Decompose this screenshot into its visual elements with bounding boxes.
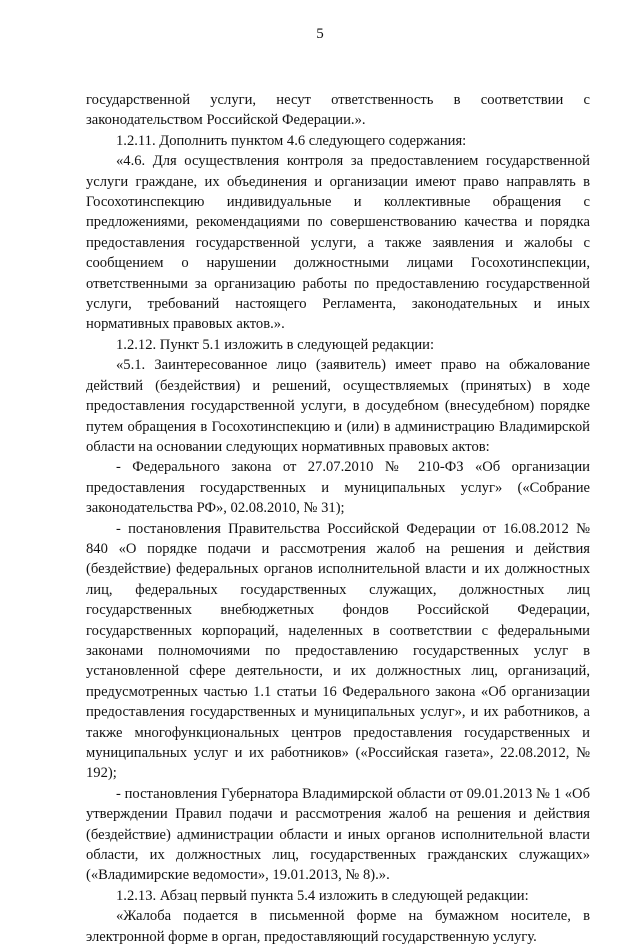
paragraph-item-1-2-13: 1.2.13. Абзац первый пункта 5.4 изложить в следующей редакции: xyxy=(116,887,529,904)
paragraph-item-1-2-11: 1.2.11. Дополнить пунктом 4.6 следующего содержания: xyxy=(116,132,467,149)
paragraph-item-1-2-12: 1.2.12. Пункт 5.1 изложить в следующей редакции: xyxy=(116,336,435,353)
paragraph-governor-decree: - постановления Губернатора Владимирской области от 09.01.2013 № 1 «Об утверждении Правил подачи и рассмотрения жалоб на решения и действия (бездействие) администрации области и иных органов исполнительной власти области, их должностных лиц, государственных гражданских служащих» («Владимирские ведомости», 19.01.2013, № 8).». xyxy=(86,785,590,884)
paragraph-government-decree: - постановления Правительства Российской Федерации от 16.08.2012 № 840 «О порядке подачи и рассмотрения жалоб на решения и действия (бездействие) федеральных органов исполнительной власти и их должностных лиц, федеральных государственных служащих, должностных лиц государственных внебюджетных фондов Российской Федерации, государственных корпораций, наделенных в соответствии с федеральными законами полномочиями по предоставлению государственных услуг в установленной сфере деятельности, и их должностных лиц, организаций, предусмотренных частью 1.1 статьи 16 Федерального закона «Об организации предоставления государственных и муниципальных услуг», и их работников, а также многофункциональных центров предоставления государственных и муниципальных услуг и их работников» («Российская газета», 22.08.2012, № 192); xyxy=(86,520,590,782)
paragraph-quote-5-1: «5.1. Заинтересованное лицо (заявитель) имеет право на обжалование действий (бездействия) и решений, осуществляемых (принятых) в ходе предоставления государственной услуги, в досудебном (внесудебном) порядке путем обращения в Госохотинспекцию и (или) в администрацию Владимирской области на основании следующих нормативных правовых актов: xyxy=(86,357,590,455)
paragraph-continuation: государственной услуги, несут ответственность в соответствии с законодательством Российской Федерации.». xyxy=(86,92,590,129)
paragraph-complaint-form: «Жалоба подается в письменной форме на бумажном носителе, в электронной форме в орган, предоставляющий государственную услугу. xyxy=(86,908,590,945)
page-number: 5 xyxy=(316,26,324,42)
document-body xyxy=(86,90,590,947)
paragraph-quote-4-6: «4.6. Для осуществления контроля за предоставлением государственной услуги граждане, их объединения и организации имеют право направлять в Госохотинспекцию индивидуальные и коллективные обращения с предложениями, рекомендациями по совершенствованию качества и порядка предоставления государственной услуги, а также заявления и жалобы с сообщением о нарушении должностными лицами Госохотинспекции, ответственными за организацию работы по предоставлению государственной услуги, требований настоящего Регламента, законодательных и иных нормативных правовых актов.». xyxy=(86,153,590,333)
paragraph-federal-law: - Федерального закона от 27.07.2010 № 210-ФЗ «Об организации предоставления государственных и муниципальных услуг» («Собрание законодательства РФ», 02.08.2010, № 31); xyxy=(86,459,590,517)
